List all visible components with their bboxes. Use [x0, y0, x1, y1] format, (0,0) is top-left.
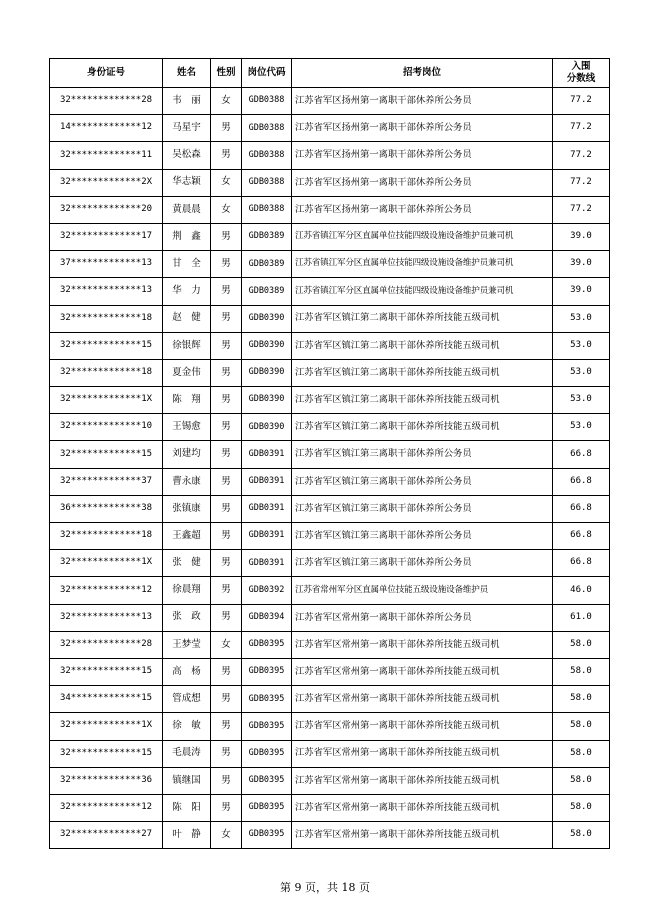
cell-sex: 男 [211, 115, 242, 142]
cell-name: 管成想 [163, 686, 211, 713]
cell-post: 江苏省军区常州第一离职干部休养所技能五级司机 [292, 794, 553, 821]
cell-id: 32*************28 [50, 631, 163, 658]
cell-code: GDB0391 [242, 495, 292, 522]
cell-id: 32*************12 [50, 794, 163, 821]
cell-sex: 男 [211, 495, 242, 522]
cell-code: GDB0395 [242, 631, 292, 658]
page-footer: 第 9 页，共 18 页 [280, 881, 370, 894]
cell-sex: 男 [211, 414, 242, 441]
cell-id: 32*************1X [50, 387, 163, 414]
cell-code: GDB0395 [242, 822, 292, 849]
header-code: 岗位代码 [242, 59, 292, 88]
table-row [50, 332, 610, 359]
table-row [50, 305, 610, 332]
table-row [50, 359, 610, 386]
cell-post: 江苏省军区扬州第一离职干部休养所公务员 [292, 196, 553, 223]
cell-sex: 女 [211, 169, 242, 196]
cell-score: 39.0 [553, 278, 610, 305]
cell-sex: 男 [211, 577, 242, 604]
cell-code: GDB0389 [242, 251, 292, 278]
cell-sex: 男 [211, 305, 242, 332]
header-score-line2: 分数线 [566, 73, 596, 84]
cell-id: 32*************15 [50, 441, 163, 468]
cell-id: 32*************15 [50, 332, 163, 359]
cell-post: 江苏省军区常州第一离职干部休养所技能五级司机 [292, 631, 553, 658]
cell-id: 32*************18 [50, 523, 163, 550]
cell-name: 张镇康 [163, 495, 211, 522]
cell-score: 58.0 [553, 822, 610, 849]
cell-code: GDB0390 [242, 387, 292, 414]
cell-code: GDB0391 [242, 441, 292, 468]
cell-post: 江苏省军区镇江第二离职干部休养所技能五级司机 [292, 414, 553, 441]
cell-id: 32*************2X [50, 169, 163, 196]
cell-name: 刘建均 [163, 441, 211, 468]
cell-name: 黄晨晨 [163, 196, 211, 223]
cell-sex: 男 [211, 223, 242, 250]
table-row [50, 631, 610, 658]
cell-sex: 女 [211, 822, 242, 849]
cell-sex: 男 [211, 523, 242, 550]
cell-name: 王梦莹 [163, 631, 211, 658]
cell-post: 江苏省军区镇江第二离职干部休养所技能五级司机 [292, 332, 553, 359]
cell-post: 江苏省军区镇江第三离职干部休养所公务员 [292, 495, 553, 522]
table-row [50, 223, 610, 250]
cell-post: 江苏省镇江军分区直属单位技能四级设施设备维护员兼司机 [292, 223, 553, 250]
table-row [50, 278, 610, 305]
cell-score: 58.0 [553, 713, 610, 740]
cell-post: 江苏省军区常州第一离职干部休养所技能五级司机 [292, 822, 553, 849]
cell-name: 马星宇 [163, 115, 211, 142]
cell-id: 32*************10 [50, 414, 163, 441]
cell-name: 陈 阳 [163, 794, 211, 821]
cell-id: 32*************18 [50, 359, 163, 386]
table-row [50, 441, 610, 468]
header-score-line1: 入围 [571, 61, 591, 73]
cell-post: 江苏省军区镇江第二离职干部休养所技能五级司机 [292, 359, 553, 386]
cell-name: 曹永康 [163, 468, 211, 495]
cell-score: 39.0 [553, 251, 610, 278]
cell-score: 58.0 [553, 740, 610, 767]
cell-id: 34*************15 [50, 686, 163, 713]
table-row [50, 658, 610, 685]
cell-code: GDB0395 [242, 740, 292, 767]
cell-name: 张 健 [163, 550, 211, 577]
cell-sex: 男 [211, 686, 242, 713]
table-row [50, 169, 610, 196]
cell-score: 66.8 [553, 468, 610, 495]
cell-code: GDB0395 [242, 658, 292, 685]
cell-sex: 男 [211, 767, 242, 794]
cell-score: 66.8 [553, 441, 610, 468]
cell-sex: 女 [211, 631, 242, 658]
cell-sex: 男 [211, 441, 242, 468]
cell-id: 36*************38 [50, 495, 163, 522]
cell-score: 66.8 [553, 495, 610, 522]
cell-sex: 男 [211, 604, 242, 631]
table-row [50, 142, 610, 169]
cell-code: GDB0392 [242, 577, 292, 604]
cell-score: 53.0 [553, 387, 610, 414]
cell-post: 江苏省军区扬州第一离职干部休养所公务员 [292, 115, 553, 142]
cell-score: 61.0 [553, 604, 610, 631]
table-row [50, 387, 610, 414]
cell-code: GDB0389 [242, 223, 292, 250]
cell-name: 甘 全 [163, 251, 211, 278]
table-row [50, 577, 610, 604]
header-sex: 性别 [211, 59, 242, 88]
table-row [50, 115, 610, 142]
cell-name: 高 杨 [163, 658, 211, 685]
cell-score: 58.0 [553, 686, 610, 713]
table-row [50, 196, 610, 223]
cell-sex: 女 [211, 196, 242, 223]
cell-code: GDB0391 [242, 550, 292, 577]
cell-score: 77.2 [553, 142, 610, 169]
cell-id: 32*************36 [50, 767, 163, 794]
cell-id: 32*************13 [50, 278, 163, 305]
cell-sex: 男 [211, 142, 242, 169]
cell-code: GDB0388 [242, 142, 292, 169]
header-post: 招考岗位 [292, 59, 553, 88]
table-row [50, 794, 610, 821]
cell-score: 77.2 [553, 196, 610, 223]
cell-code: GDB0388 [242, 88, 292, 115]
cell-id: 32*************17 [50, 223, 163, 250]
cell-post: 江苏省镇江军分区直属单位技能四级设施设备维护员兼司机 [292, 251, 553, 278]
cell-id: 32*************13 [50, 604, 163, 631]
cell-name: 镇继国 [163, 767, 211, 794]
cell-id: 32*************37 [50, 468, 163, 495]
cell-score: 58.0 [553, 767, 610, 794]
cell-code: GDB0390 [242, 305, 292, 332]
cell-post: 江苏省军区镇江第二离职干部休养所技能五级司机 [292, 387, 553, 414]
cell-score: 58.0 [553, 631, 610, 658]
cell-name: 陈 翔 [163, 387, 211, 414]
cell-sex: 男 [211, 794, 242, 821]
cell-id: 32*************18 [50, 305, 163, 332]
cell-name: 徐 敏 [163, 713, 211, 740]
table-header [50, 59, 610, 88]
table-body [50, 88, 610, 849]
cell-sex: 男 [211, 278, 242, 305]
results-sheet [49, 58, 609, 849]
cell-score: 58.0 [553, 794, 610, 821]
cell-name: 华 力 [163, 278, 211, 305]
cell-score: 53.0 [553, 414, 610, 441]
cell-id: 32*************1X [50, 713, 163, 740]
cell-score: 53.0 [553, 332, 610, 359]
cell-name: 王鑫超 [163, 523, 211, 550]
cell-code: GDB0389 [242, 278, 292, 305]
cell-code: GDB0390 [242, 359, 292, 386]
cell-sex: 男 [211, 359, 242, 386]
cell-name: 华志颖 [163, 169, 211, 196]
cell-score: 77.2 [553, 169, 610, 196]
cell-name: 夏金伟 [163, 359, 211, 386]
cell-code: GDB0388 [242, 196, 292, 223]
cell-code: GDB0391 [242, 523, 292, 550]
cell-name: 韦 丽 [163, 88, 211, 115]
cell-code: GDB0388 [242, 169, 292, 196]
cell-post: 江苏省军区镇江第三离职干部休养所公务员 [292, 468, 553, 495]
cell-id: 32*************11 [50, 142, 163, 169]
cell-name: 张 政 [163, 604, 211, 631]
cell-post: 江苏省军区扬州第一离职干部休养所公务员 [292, 142, 553, 169]
cell-id: 32*************15 [50, 658, 163, 685]
table-row [50, 88, 610, 115]
cell-code: GDB0395 [242, 686, 292, 713]
table-row [50, 550, 610, 577]
cell-post: 江苏省军区扬州第一离职干部休养所公务员 [292, 169, 553, 196]
cell-code: GDB0395 [242, 713, 292, 740]
cell-code: GDB0395 [242, 794, 292, 821]
table-row [50, 414, 610, 441]
cell-code: GDB0388 [242, 115, 292, 142]
cell-code: GDB0390 [242, 332, 292, 359]
cell-post: 江苏省军区扬州第一离职干部休养所公务员 [292, 88, 553, 115]
cell-name: 赵 健 [163, 305, 211, 332]
cell-post: 江苏省军区常州第一离职干部休养所技能五级司机 [292, 686, 553, 713]
cell-score: 53.0 [553, 359, 610, 386]
cell-post: 江苏省军区常州第一离职干部休养所技能五级司机 [292, 740, 553, 767]
candidate-table [49, 58, 610, 849]
cell-score: 66.8 [553, 550, 610, 577]
table-row [50, 251, 610, 278]
cell-sex: 男 [211, 713, 242, 740]
cell-score: 77.2 [553, 88, 610, 115]
cell-post: 江苏省军区镇江第三离职干部休养所公务员 [292, 550, 553, 577]
cell-post: 江苏省军区镇江第二离职干部休养所技能五级司机 [292, 305, 553, 332]
cell-code: GDB0391 [242, 468, 292, 495]
cell-post: 江苏省军区镇江第三离职干部休养所公务员 [292, 441, 553, 468]
cell-code: GDB0395 [242, 767, 292, 794]
header-id: 身份证号 [50, 59, 163, 88]
cell-sex: 男 [211, 468, 242, 495]
cell-post: 江苏省镇江军分区直属单位技能四级设施设备维护员兼司机 [292, 278, 553, 305]
cell-score: 53.0 [553, 305, 610, 332]
cell-score: 66.8 [553, 523, 610, 550]
cell-post: 江苏省军区常州第一离职干部休养所技能五级司机 [292, 713, 553, 740]
table-row [50, 604, 610, 631]
cell-name: 毛晨涛 [163, 740, 211, 767]
cell-sex: 男 [211, 658, 242, 685]
cell-code: GDB0390 [242, 414, 292, 441]
cell-post: 江苏省军区镇江第三离职干部休养所公务员 [292, 523, 553, 550]
table-row [50, 468, 610, 495]
cell-sex: 女 [211, 88, 242, 115]
cell-id: 32*************15 [50, 740, 163, 767]
cell-sex: 男 [211, 550, 242, 577]
cell-sex: 男 [211, 387, 242, 414]
cell-id: 32*************1X [50, 550, 163, 577]
cell-sex: 男 [211, 740, 242, 767]
table-row [50, 523, 610, 550]
cell-post: 江苏省军区常州第一离职干部休养所技能五级司机 [292, 767, 553, 794]
cell-name: 徐晨翔 [163, 577, 211, 604]
cell-sex: 男 [211, 332, 242, 359]
table-row [50, 495, 610, 522]
cell-name: 荆 鑫 [163, 223, 211, 250]
cell-id: 14*************12 [50, 115, 163, 142]
cell-post: 江苏省军区常州第一离职干部休养所公务员 [292, 604, 553, 631]
cell-name: 王锡愈 [163, 414, 211, 441]
cell-score: 39.0 [553, 223, 610, 250]
cell-score: 46.0 [553, 577, 610, 604]
cell-name: 徐银辉 [163, 332, 211, 359]
cell-id: 37*************13 [50, 251, 163, 278]
header-name: 姓名 [163, 59, 211, 88]
cell-id: 32*************20 [50, 196, 163, 223]
table-row [50, 822, 610, 849]
cell-id: 32*************12 [50, 577, 163, 604]
table-row [50, 740, 610, 767]
cell-sex: 男 [211, 251, 242, 278]
cell-score: 58.0 [553, 658, 610, 685]
cell-post: 江苏省军区常州第一离职干部休养所技能五级司机 [292, 658, 553, 685]
cell-code: GDB0394 [242, 604, 292, 631]
cell-id: 32*************27 [50, 822, 163, 849]
cell-post: 江苏省常州军分区直属单位技能五级设施设备维护员 [292, 577, 553, 604]
cell-name: 吴松森 [163, 142, 211, 169]
cell-name: 叶 静 [163, 822, 211, 849]
table-row [50, 713, 610, 740]
header-score [553, 59, 610, 88]
table-row [50, 686, 610, 713]
cell-id: 32*************28 [50, 88, 163, 115]
cell-score: 77.2 [553, 115, 610, 142]
table-row [50, 767, 610, 794]
